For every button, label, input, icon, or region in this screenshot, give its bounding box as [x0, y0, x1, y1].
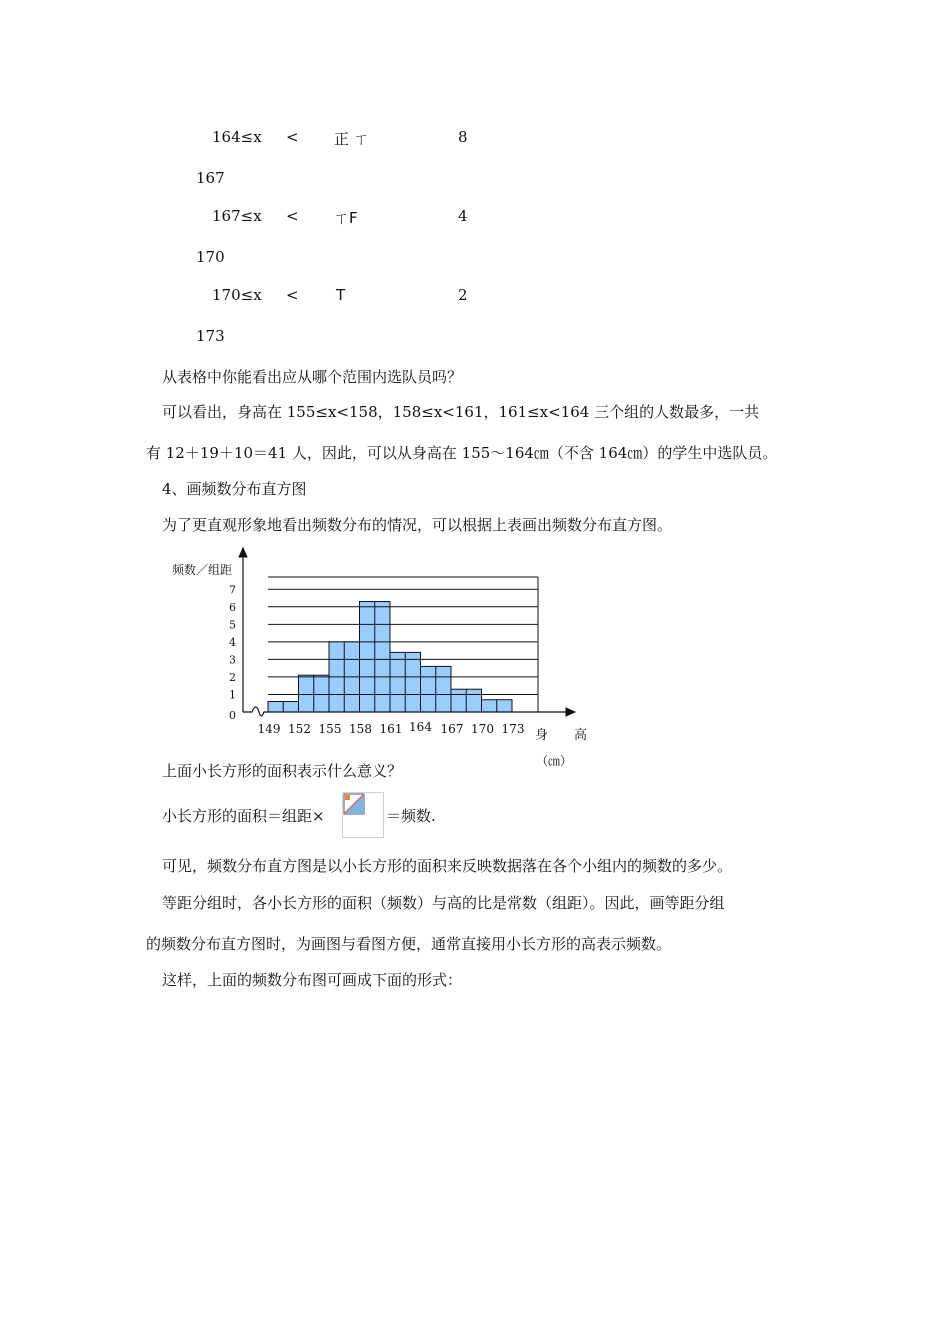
- question-paragraph-2: 上面小长方形的面积表示什么意义？: [162, 762, 403, 780]
- frequency-count: 2: [458, 286, 468, 304]
- answer-paragraph-line1: 可以看出，身高在 155≤x<158，158≤x<161，161≤x<164 三个组的人数最多，一共: [162, 403, 760, 421]
- histogram-chart: [160, 540, 610, 775]
- y-tick-label: 5: [229, 618, 236, 632]
- x-axis-title: 身 高: [535, 728, 588, 743]
- y-axis-title: 频数／组距: [172, 563, 233, 577]
- frequency-count: 8: [458, 128, 468, 146]
- x-tick-label: 149: [257, 722, 281, 736]
- tally-marks: T: [336, 286, 346, 304]
- frequency-count: 4: [458, 207, 468, 225]
- x-tick-label: 158: [349, 722, 372, 736]
- axis-break-symbol: [243, 707, 268, 716]
- less-than-sign: <: [286, 207, 299, 225]
- equal-width-paragraph-line1: 等距分组时，各小长方形的面积（频数）与高的比是常数（组距）。因此，画等距分组: [162, 894, 725, 912]
- less-than-sign: <: [286, 286, 299, 304]
- y-tick-labels: [229, 583, 236, 722]
- y-tick-label: 1: [229, 688, 236, 702]
- y-tick-label: 7: [229, 583, 236, 597]
- formula-left: 小长方形的面积＝组距×: [162, 807, 325, 825]
- equal-width-paragraph-line2: 的频数分布直方图时，为画图与看图方便，通常直接用小长方形的高表示频数。: [146, 935, 672, 953]
- answer-paragraph-line2: 有 12＋19＋10＝41 人，因此，可以从身高在 155～164㎝（不含 164㎝）的学生中选队员。: [146, 444, 778, 462]
- x-tick-label: 167: [440, 722, 464, 736]
- x-axis-unit: （㎝）: [536, 754, 573, 768]
- x-tick-label: 152: [288, 722, 311, 736]
- closing-paragraph: 这样，上面的频数分布图可画成下面的形式：: [162, 971, 463, 989]
- question-paragraph: 从表格中你能看出应从哪个范围内选队员吗？: [162, 368, 463, 386]
- range-end: 167: [196, 169, 225, 187]
- x-tick-label: 173: [501, 722, 525, 736]
- y-tick-label: 2: [229, 670, 236, 684]
- chart-bars: [268, 602, 512, 712]
- section-heading: 4、画频数分布直方图: [162, 480, 307, 498]
- y-tick-label: 4: [229, 635, 236, 649]
- x-tick-label: 161: [379, 722, 403, 736]
- range-start: 167≤x: [212, 207, 262, 225]
- range-start: 170≤x: [212, 286, 262, 304]
- y-tick-label: 3: [229, 653, 236, 667]
- less-than-sign: <: [286, 128, 299, 146]
- range-start: 164≤x: [212, 128, 262, 146]
- formula-fraction-image: [342, 792, 384, 838]
- conclusion-paragraph: 可见，频数分布直方图是以小长方形的面积来反映数据落在各个小组内的频数的多少。: [162, 857, 733, 875]
- x-tick-label: 155: [318, 722, 342, 736]
- range-end: 170: [196, 248, 225, 266]
- x-tick-labels: [258, 720, 525, 736]
- frequency-over-width-icon: [343, 793, 365, 815]
- range-end: 173: [196, 327, 225, 345]
- x-tick-label: 164: [409, 720, 432, 734]
- y-tick-label: 6: [229, 600, 236, 614]
- tally-marks: 正 ㄒ: [334, 130, 369, 148]
- y-tick-label: 0: [229, 709, 236, 722]
- x-tick-label: 170: [471, 722, 494, 736]
- intro-paragraph: 为了更直观形象地看出频数分布的情况，可以根据上表画出频数分布直方图。: [162, 516, 673, 534]
- tally-marks: ㄒF: [334, 209, 358, 227]
- formula-right: ＝频数.: [386, 807, 436, 825]
